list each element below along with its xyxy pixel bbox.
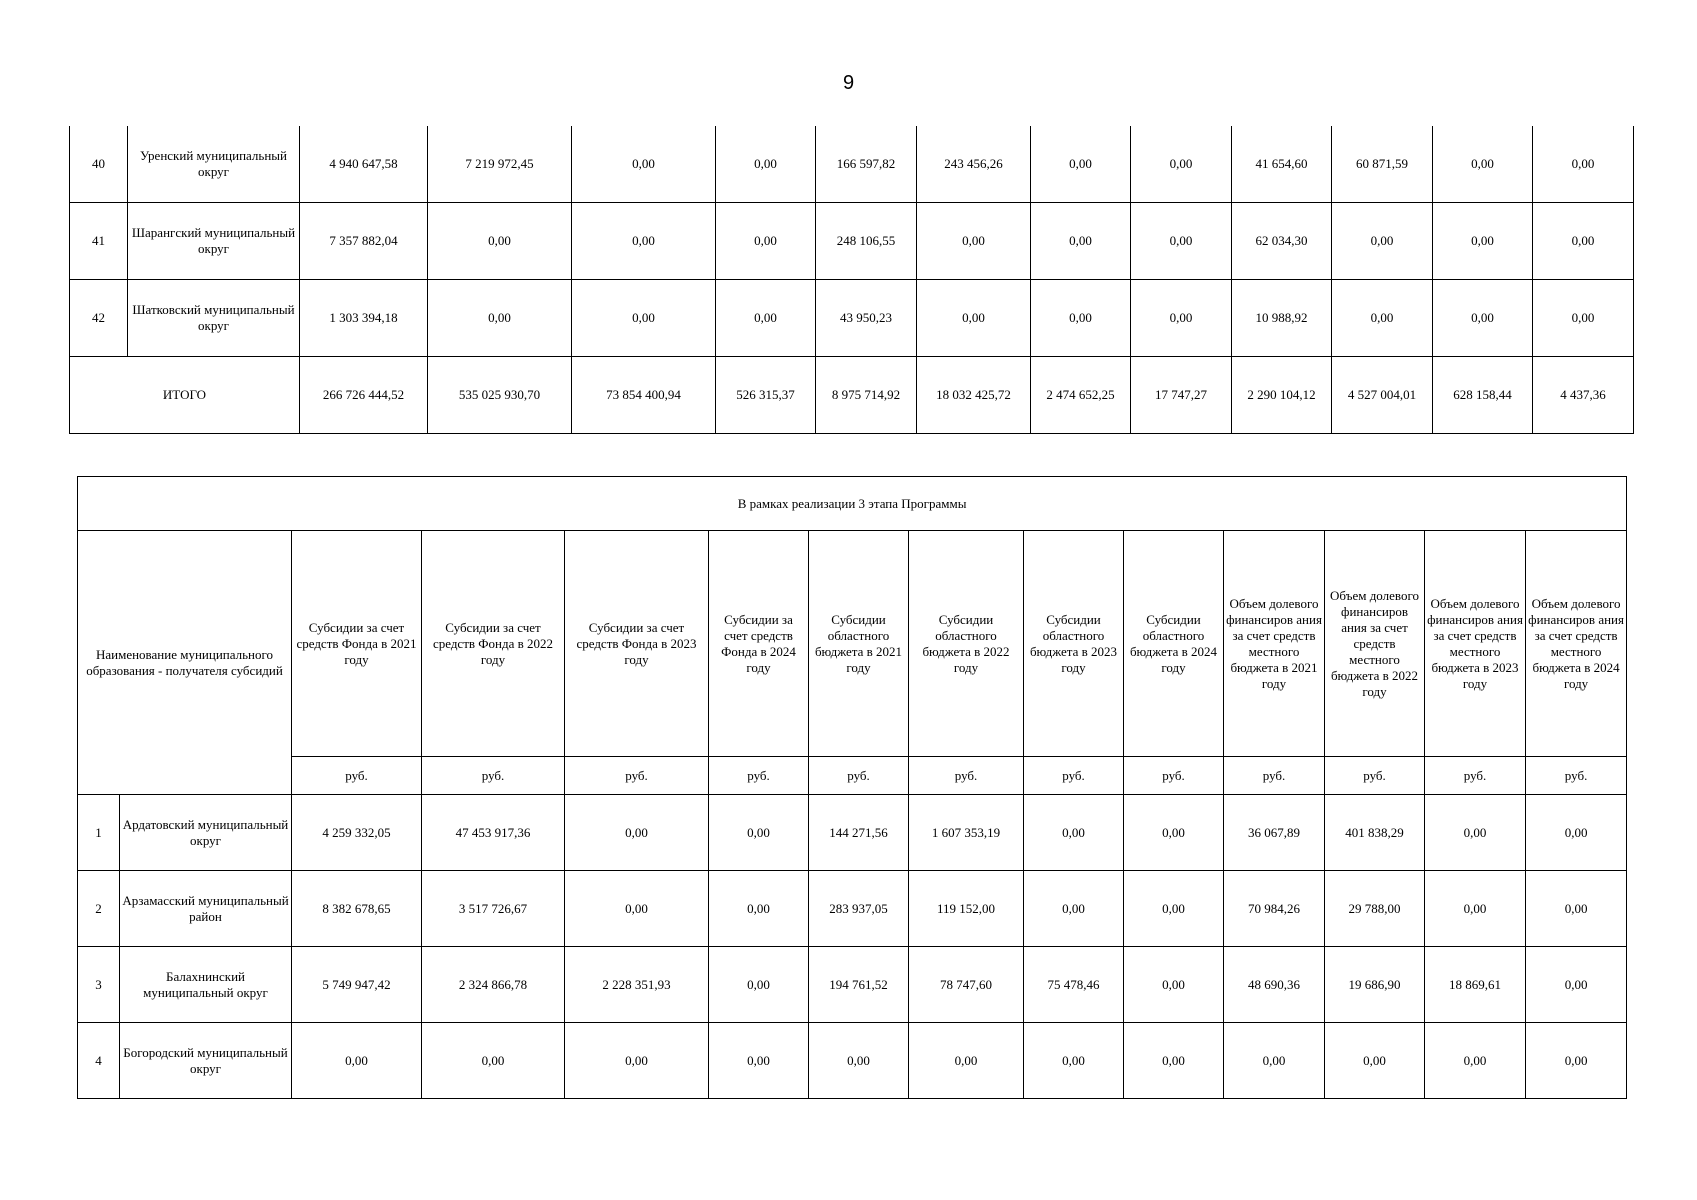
value-cell: 0,00 <box>1131 280 1232 357</box>
unit-cell: руб. <box>809 757 909 795</box>
value-cell: 0,00 <box>709 1023 809 1099</box>
column-header: Субсидии областного бюджета в 2023 году <box>1024 531 1124 757</box>
value-cell: 62 034,30 <box>1232 203 1332 280</box>
row-number: 2 <box>78 871 120 947</box>
value-cell: 0,00 <box>1425 795 1526 871</box>
value-cell: 0,00 <box>1124 1023 1224 1099</box>
row-number: 42 <box>70 280 128 357</box>
total-value-cell: 266 726 444,52 <box>300 357 428 434</box>
table-row <box>78 1023 1627 1099</box>
value-cell: 0,00 <box>709 795 809 871</box>
value-cell: 43 950,23 <box>816 280 917 357</box>
row-number: 40 <box>70 126 128 203</box>
value-cell: 0,00 <box>572 280 716 357</box>
column-header: Субсидии за счет средств Фонда в 2024 году <box>709 531 809 757</box>
column-header: Объем долевого финансиров ания за счет средств местного бюджета в 2023 году <box>1425 531 1526 757</box>
value-cell: 0,00 <box>1024 871 1124 947</box>
value-cell: 1 303 394,18 <box>300 280 428 357</box>
unit-cell: руб. <box>422 757 565 795</box>
value-cell: 36 067,89 <box>1224 795 1325 871</box>
column-header: Объем долевого финансиров ания за счет средств местного бюджета в 2024 году <box>1526 531 1627 757</box>
value-cell: 0,00 <box>422 1023 565 1099</box>
value-cell: 0,00 <box>1433 203 1533 280</box>
column-header: Субсидии областного бюджета в 2021 году <box>809 531 909 757</box>
page-number: 9 <box>842 72 855 94</box>
value-cell: 19 686,90 <box>1325 947 1425 1023</box>
municipality-name: Балахнинский муниципальный округ <box>120 947 292 1023</box>
unit-cell: руб. <box>292 757 422 795</box>
column-header: Субсидии за счет средств Фонда в 2022 году <box>422 531 565 757</box>
value-cell: 0,00 <box>1131 203 1232 280</box>
value-cell: 0,00 <box>1433 280 1533 357</box>
value-cell: 5 749 947,42 <box>292 947 422 1023</box>
value-cell: 194 761,52 <box>809 947 909 1023</box>
table-row <box>70 203 1634 280</box>
value-cell: 243 456,26 <box>917 126 1031 203</box>
unit-cell: руб. <box>1224 757 1325 795</box>
total-label: ИТОГО <box>70 357 300 434</box>
column-header: Объем долевого финансиров ания за счет средств местного бюджета в 2022 году <box>1325 531 1425 757</box>
value-cell: 0,00 <box>428 280 572 357</box>
value-cell: 41 654,60 <box>1232 126 1332 203</box>
total-value-cell: 4 527 004,01 <box>1332 357 1433 434</box>
total-value-cell: 526 315,37 <box>716 357 816 434</box>
table-caption: В рамках реализации 3 этапа Программы <box>78 477 1627 531</box>
value-cell: 0,00 <box>292 1023 422 1099</box>
total-value-cell: 73 854 400,94 <box>572 357 716 434</box>
municipality-name: Богородский муниципальный округ <box>120 1023 292 1099</box>
unit-cell: руб. <box>565 757 709 795</box>
bottom-table <box>77 476 1627 1099</box>
table-row <box>70 280 1634 357</box>
column-header: Субсидии областного бюджета в 2022 году <box>909 531 1024 757</box>
value-cell: 0,00 <box>1131 126 1232 203</box>
total-value-cell: 8 975 714,92 <box>816 357 917 434</box>
column-header: Субсидии за счет средств Фонда в 2021 году <box>292 531 422 757</box>
total-value-cell: 2 290 104,12 <box>1232 357 1332 434</box>
value-cell: 0,00 <box>1332 203 1433 280</box>
municipality-name: Ардатовский муниципальный округ <box>120 795 292 871</box>
value-cell: 0,00 <box>709 947 809 1023</box>
row-number: 3 <box>78 947 120 1023</box>
value-cell: 0,00 <box>809 1023 909 1099</box>
value-cell: 60 871,59 <box>1332 126 1433 203</box>
value-cell: 0,00 <box>565 795 709 871</box>
value-cell: 70 984,26 <box>1224 871 1325 947</box>
value-cell: 0,00 <box>716 203 816 280</box>
value-cell: 4 940 647,58 <box>300 126 428 203</box>
value-cell: 0,00 <box>572 126 716 203</box>
value-cell: 0,00 <box>1024 795 1124 871</box>
table-row <box>78 795 1627 871</box>
value-cell: 0,00 <box>917 280 1031 357</box>
value-cell: 78 747,60 <box>909 947 1024 1023</box>
total-value-cell: 2 474 652,25 <box>1031 357 1131 434</box>
column-header: Объем долевого финансиров ания за счет средств местного бюджета в 2021 году <box>1224 531 1325 757</box>
total-value-cell: 18 032 425,72 <box>917 357 1031 434</box>
value-cell: 0,00 <box>909 1023 1024 1099</box>
unit-cell: руб. <box>1526 757 1627 795</box>
total-value-cell: 17 747,27 <box>1131 357 1232 434</box>
value-cell: 0,00 <box>1124 795 1224 871</box>
value-cell: 0,00 <box>1526 1023 1627 1099</box>
value-cell: 0,00 <box>1124 947 1224 1023</box>
value-cell: 0,00 <box>1533 126 1634 203</box>
value-cell: 2 324 866,78 <box>422 947 565 1023</box>
value-cell: 29 788,00 <box>1325 871 1425 947</box>
value-cell: 47 453 917,36 <box>422 795 565 871</box>
unit-cell: руб. <box>1024 757 1124 795</box>
value-cell: 7 219 972,45 <box>428 126 572 203</box>
value-cell: 401 838,29 <box>1325 795 1425 871</box>
value-cell: 0,00 <box>1124 871 1224 947</box>
value-cell: 1 607 353,19 <box>909 795 1024 871</box>
value-cell: 0,00 <box>1433 126 1533 203</box>
total-row <box>70 357 1634 434</box>
value-cell: 0,00 <box>1425 871 1526 947</box>
value-cell: 283 937,05 <box>809 871 909 947</box>
municipality-name: Шарангский муниципальный округ <box>128 203 300 280</box>
table-row <box>78 947 1627 1023</box>
municipality-name: Шатковский муниципальный округ <box>128 280 300 357</box>
value-cell: 0,00 <box>1526 947 1627 1023</box>
value-cell: 166 597,82 <box>816 126 917 203</box>
table-row <box>78 871 1627 947</box>
value-cell: 2 228 351,93 <box>565 947 709 1023</box>
unit-cell: руб. <box>709 757 809 795</box>
value-cell: 0,00 <box>1332 280 1433 357</box>
value-cell: 0,00 <box>716 126 816 203</box>
value-cell: 18 869,61 <box>1425 947 1526 1023</box>
value-cell: 0,00 <box>1031 280 1131 357</box>
value-cell: 0,00 <box>716 280 816 357</box>
value-cell: 4 259 332,05 <box>292 795 422 871</box>
value-cell: 0,00 <box>1526 871 1627 947</box>
row-number: 41 <box>70 203 128 280</box>
value-cell: 0,00 <box>1325 1023 1425 1099</box>
value-cell: 0,00 <box>917 203 1031 280</box>
value-cell: 8 382 678,65 <box>292 871 422 947</box>
top-table <box>69 126 1634 434</box>
column-header: Субсидии областного бюджета в 2024 году <box>1124 531 1224 757</box>
value-cell: 75 478,46 <box>1024 947 1124 1023</box>
unit-cell: руб. <box>1325 757 1425 795</box>
row-number: 4 <box>78 1023 120 1099</box>
name-column-header: Наименование муниципального образования - получателя субсидий <box>78 531 292 795</box>
row-number: 1 <box>78 795 120 871</box>
value-cell: 0,00 <box>565 1023 709 1099</box>
value-cell: 0,00 <box>1526 795 1627 871</box>
value-cell: 48 690,36 <box>1224 947 1325 1023</box>
value-cell: 0,00 <box>1425 1023 1526 1099</box>
column-header: Субсидии за счет средств Фонда в 2023 году <box>565 531 709 757</box>
value-cell: 0,00 <box>565 871 709 947</box>
value-cell: 0,00 <box>709 871 809 947</box>
value-cell: 0,00 <box>1024 1023 1124 1099</box>
value-cell: 119 152,00 <box>909 871 1024 947</box>
unit-cell: руб. <box>1425 757 1526 795</box>
value-cell: 0,00 <box>1031 203 1131 280</box>
value-cell: 144 271,56 <box>809 795 909 871</box>
value-cell: 0,00 <box>1533 280 1634 357</box>
unit-cell: руб. <box>1124 757 1224 795</box>
total-value-cell: 628 158,44 <box>1433 357 1533 434</box>
value-cell: 0,00 <box>1031 126 1131 203</box>
total-value-cell: 535 025 930,70 <box>428 357 572 434</box>
value-cell: 0,00 <box>1224 1023 1325 1099</box>
value-cell: 7 357 882,04 <box>300 203 428 280</box>
municipality-name: Арзамасский муниципальный район <box>120 871 292 947</box>
total-value-cell: 4 437,36 <box>1533 357 1634 434</box>
value-cell: 0,00 <box>1533 203 1634 280</box>
unit-cell: руб. <box>909 757 1024 795</box>
municipality-name: Уренский муниципальный округ <box>128 126 300 203</box>
value-cell: 0,00 <box>428 203 572 280</box>
value-cell: 248 106,55 <box>816 203 917 280</box>
value-cell: 0,00 <box>572 203 716 280</box>
value-cell: 3 517 726,67 <box>422 871 565 947</box>
table-row <box>70 126 1634 203</box>
value-cell: 10 988,92 <box>1232 280 1332 357</box>
